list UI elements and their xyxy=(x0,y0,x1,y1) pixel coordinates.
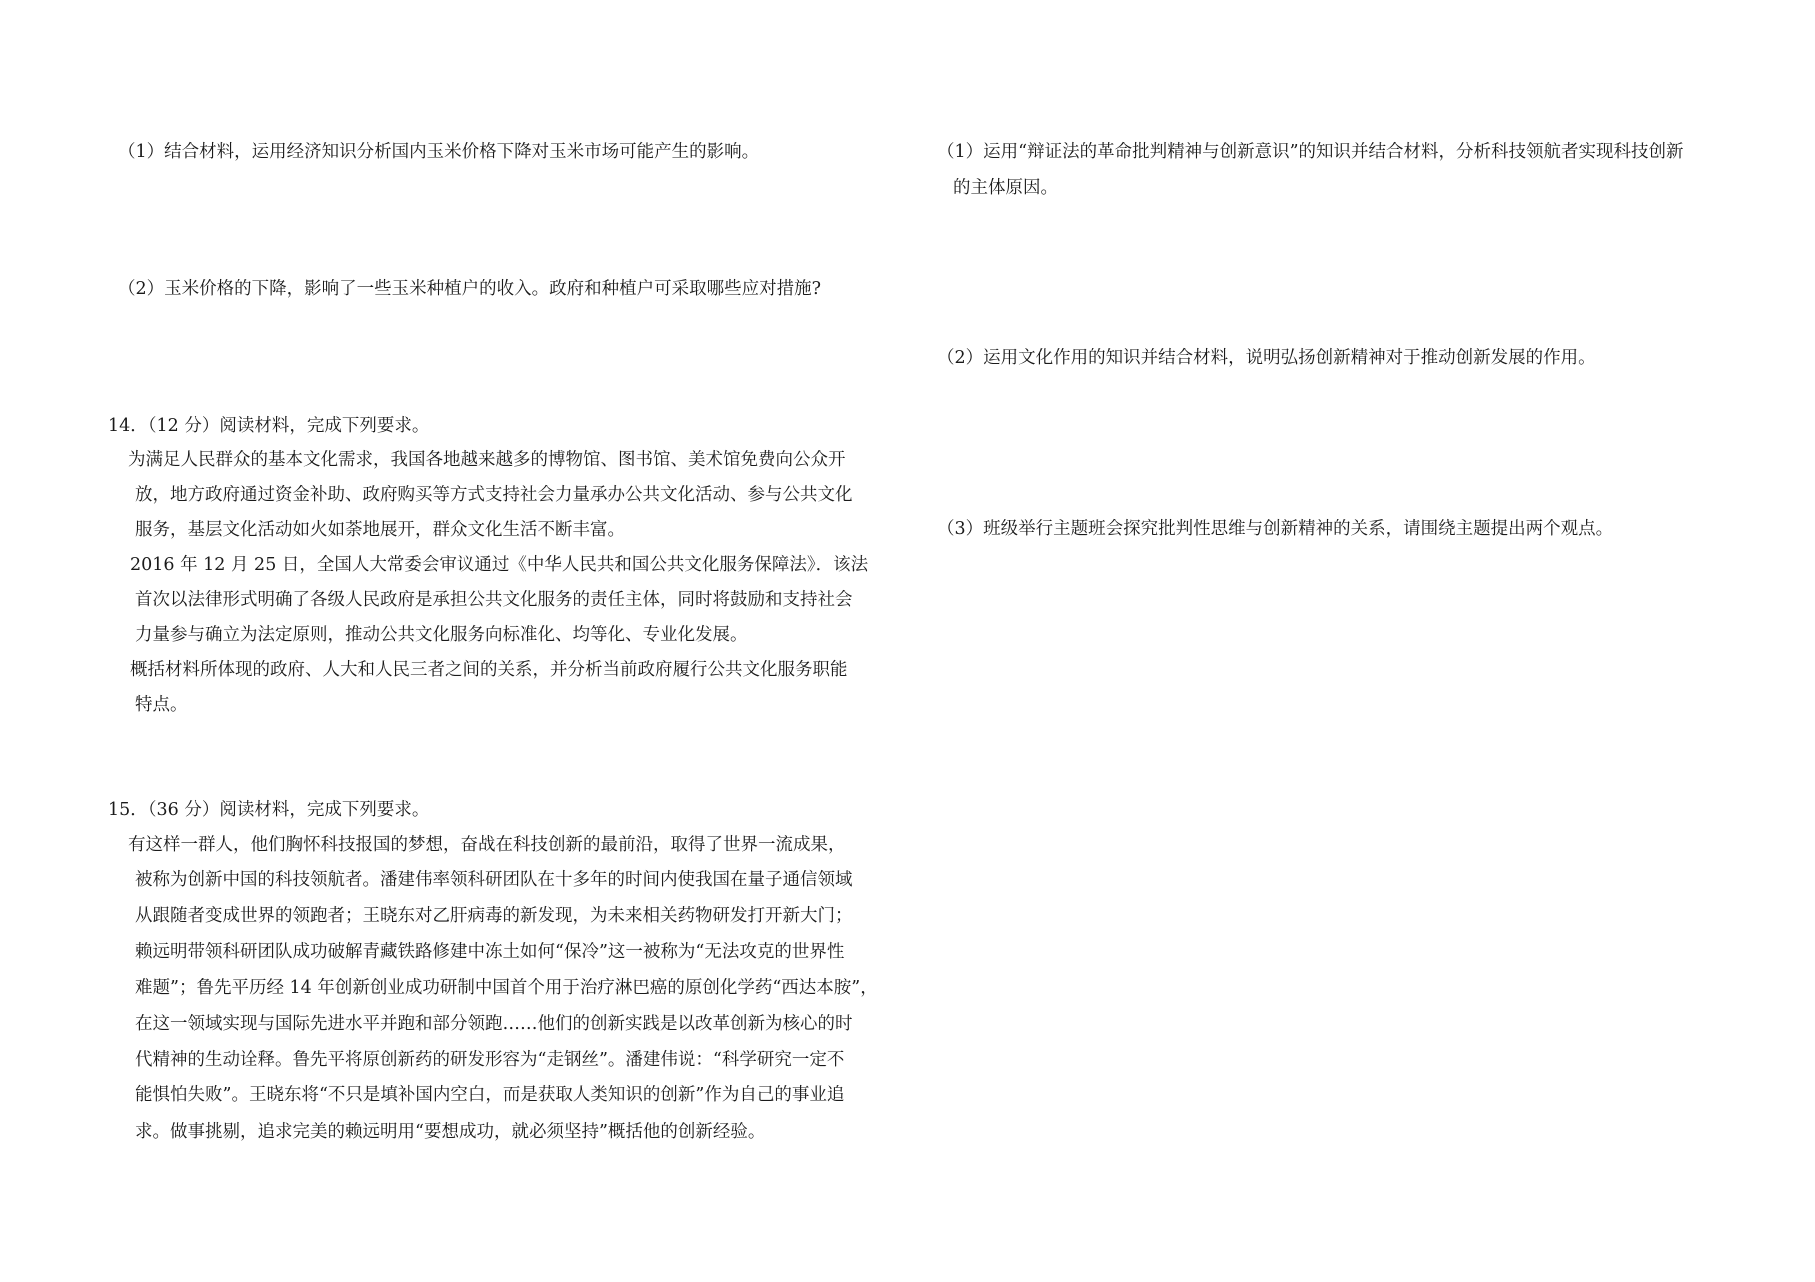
q15-material-line-6: 在这一领域实现与国际先进水平并跑和部分领跑……他们的创新实践是以改革创新为核心的时 xyxy=(135,1014,853,1034)
q14-paragraph-1-line-1: 为满足人民群众的基本文化需求，我国各地越来越多的博物馆、图书馆、美术馆免费向公众开 xyxy=(128,450,846,470)
q14-paragraph-2-line-3: 力量参与确立为法定原则，推动公共文化服务向标准化、均等化、专业化发展。 xyxy=(135,625,748,645)
q15-material-line-9: 求。做事挑剔，追求完美的赖远明用“要想成功，就必须坚持”概括他的创新经验。 xyxy=(135,1122,766,1142)
q14-paragraph-3-line-2: 特点。 xyxy=(135,695,188,715)
q15-material-line-5: 难题”；鲁先平历经 14 年创新创业成功研制中国首个用于治疗淋巴癌的原创化学药“西达本胺”， xyxy=(135,978,878,998)
q15-header: 15．（36 分）阅读材料，完成下列要求。 xyxy=(108,800,430,820)
q15-material-line-4: 赖远明带领科研团队成功破解青藏铁路修建中冻土如何“保冷”这一被称为“无法攻克的世界性 xyxy=(135,942,845,962)
q15-material-line-2: 被称为创新中国的科技领航者。潘建伟率领科研团队在十多年的时间内使我国在量子通信领域 xyxy=(135,870,853,890)
q15-subquestion-3: （3）班级举行主题班会探究批判性思维与创新精神的关系，请围绕主题提出两个观点。 xyxy=(937,519,1614,539)
q15-material-line-7: 代精神的生动诠释。鲁先平将原创新药的研发形容为“走钢丝”。潘建伟说：“科学研究一定不 xyxy=(135,1050,845,1070)
q14-paragraph-3-line-1: 概括材料所体现的政府、人大和人民三者之间的关系，并分析当前政府履行公共文化服务职能 xyxy=(130,660,848,680)
q14-header: 14．（12 分）阅读材料，完成下列要求。 xyxy=(108,416,430,436)
q15-subquestion-1-line-1: （1）运用“辩证法的革命批判精神与创新意识”的知识并结合材料，分析科技领航者实现科技创新 xyxy=(937,142,1684,162)
q15-material-line-3: 从跟随者变成世界的领跑者；王晓东对乙肝病毒的新发现，为未来相关药物研发打开新大门； xyxy=(135,906,853,926)
q14-paragraph-2-line-2: 首次以法律形式明确了各级人民政府是承担公共文化服务的责任主体，同时将鼓励和支持社会 xyxy=(135,590,853,610)
q13-subquestion-2: （2）玉米价格的下降，影响了一些玉米种植户的收入。政府和种植户可采取哪些应对措施? xyxy=(118,279,822,299)
q15-subquestion-2: （2）运用文化作用的知识并结合材料，说明弘扬创新精神对于推动创新发展的作用。 xyxy=(937,348,1596,368)
q15-material-line-8: 能惧怕失败”。王晓东将“不只是填补国内空白，而是获取人类知识的创新”作为自己的事业追 xyxy=(135,1085,845,1105)
q14-paragraph-1-line-3: 服务，基层文化活动如火如荼地展开，群众文化生活不断丰富。 xyxy=(135,520,625,540)
q15-material-line-1: 有这样一群人，他们胸怀科技报国的梦想，奋战在科技创新的最前沿，取得了世界一流成果， xyxy=(128,835,846,855)
q15-subquestion-1-line-2: 的主体原因。 xyxy=(953,178,1058,198)
q13-subquestion-1: （1）结合材料，运用经济知识分析国内玉米价格下降对玉米市场可能产生的影响。 xyxy=(118,142,760,162)
q14-paragraph-2-line-1: 2016 年 12 月 25 日，全国人大常委会审议通过《中华人民共和国公共文化服务保障法》．该法 xyxy=(130,555,869,575)
q14-paragraph-1-line-2: 放，地方政府通过资金补助、政府购买等方式支持社会力量承办公共文化活动、参与公共文化 xyxy=(135,485,853,505)
